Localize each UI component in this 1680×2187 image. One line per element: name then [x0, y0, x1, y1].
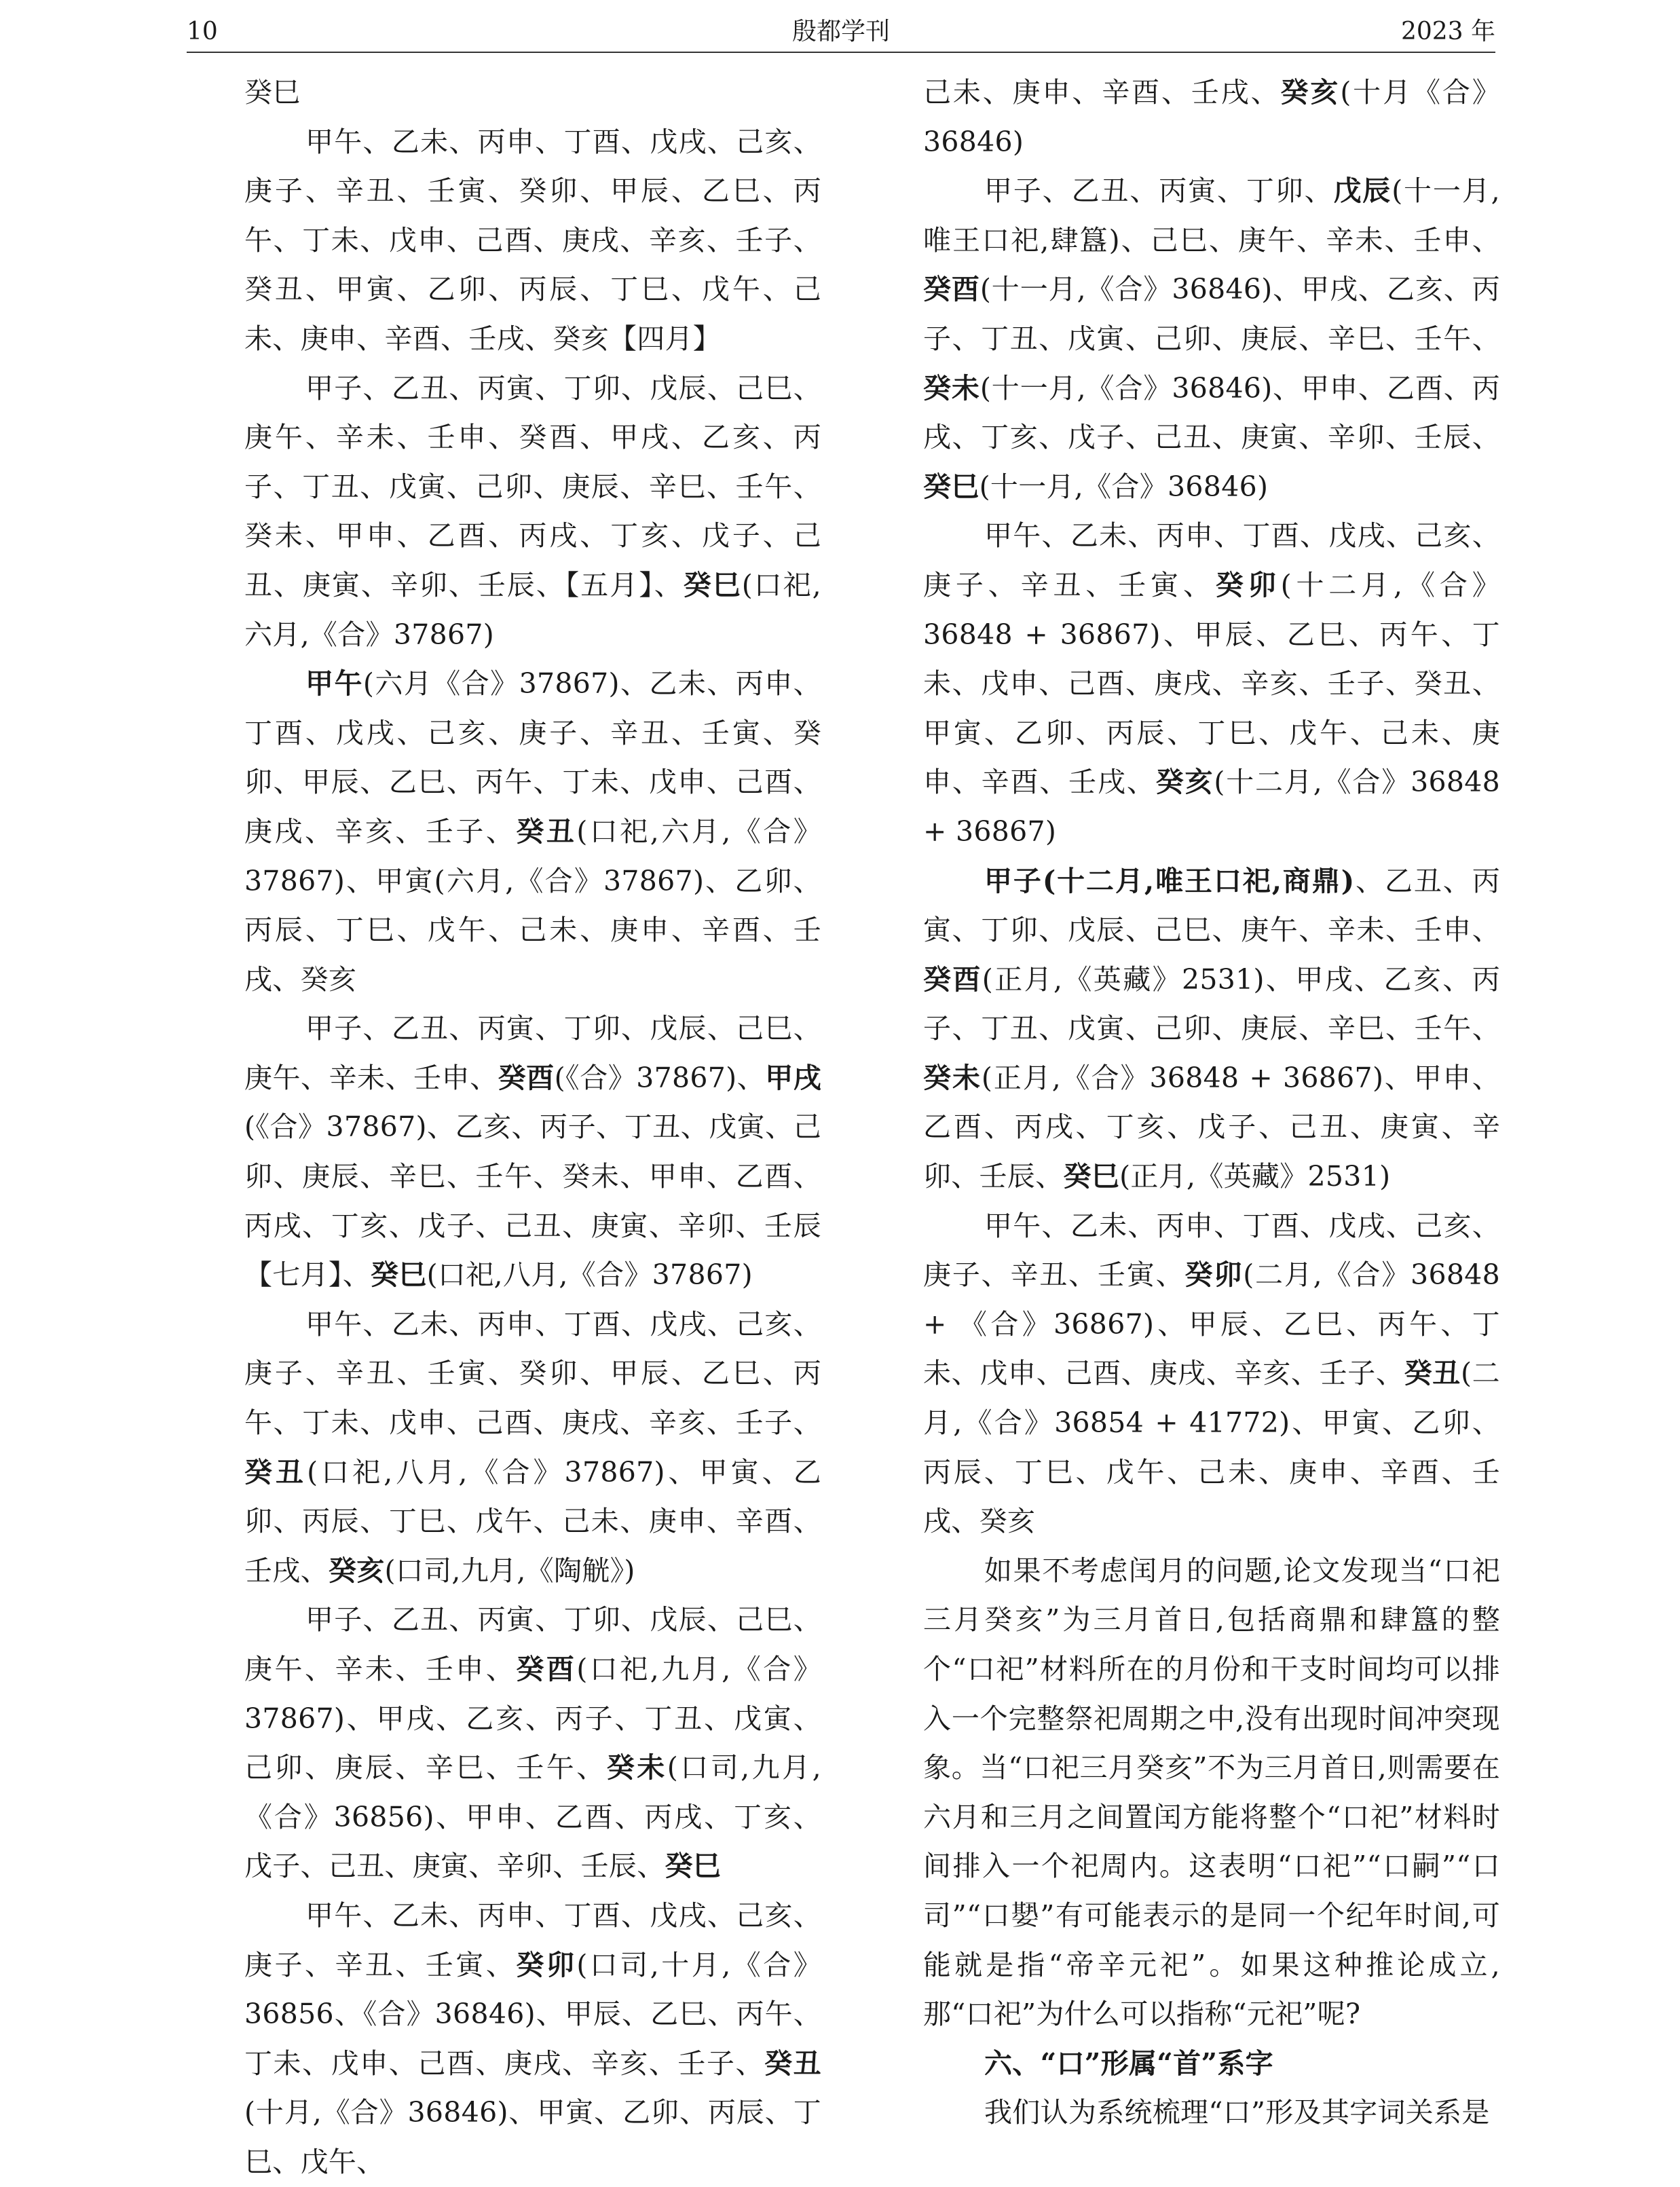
- text-run: (《合》37867)、: [554, 1061, 766, 1094]
- text-run: 癸巳: [244, 76, 301, 109]
- paragraph: [244, 1595, 821, 1891]
- text-run: (十一月,《合》36846)、甲申、乙酉、丙戌、丁亥、戊子、己丑、庚寅、辛卯、壬辰、: [923, 371, 1500, 454]
- bold-text-run: 癸巳: [1063, 1160, 1120, 1193]
- paragraph: [244, 68, 821, 117]
- text-run: (十二月,《合》36848 + 36867)、甲辰、乙巳、丙午、丁未、戊申、己酉、庚戌、辛亥、壬子、癸丑、甲寅、乙卯、丙辰、丁巳、戊午、己未、庚申、辛酉、壬戌、: [923, 568, 1500, 799]
- bold-text-run: 癸未: [923, 371, 980, 405]
- running-header: [187, 12, 1495, 53]
- text-run: (口祀,八月,《合》37867)、甲寅、乙卯、丙辰、丁巳、戊午、己未、庚申、辛酉、壬戌、: [244, 1455, 821, 1587]
- bold-text-run: 癸未: [606, 1751, 667, 1784]
- paragraph: [923, 2088, 1500, 2137]
- page-number: 10: [187, 18, 218, 45]
- text-run: 甲子、乙丑、丙寅、丁卯、戊辰、己巳、庚午、辛未、壬申、癸酉、甲戌、乙亥、丙子、丁丑、戊寅、己卯、庚辰、辛巳、壬午、癸未、甲申、乙酉、丙戌、丁亥、戊子、己丑、庚寅、辛卯、壬辰、【五月】、: [244, 371, 821, 601]
- bold-text-run: 癸亥: [328, 1554, 385, 1587]
- bold-text-run: 癸亥: [1155, 766, 1214, 799]
- text-run: 甲午、乙未、丙申、丁酉、戊戌、己亥、庚子、辛丑、壬寅、: [244, 1899, 821, 1981]
- paragraph: [923, 1546, 1500, 2039]
- text-run: 甲子、乙丑、丙寅、丁卯、戊辰、己巳、庚午、辛未、壬申、: [244, 1603, 821, 1685]
- paragraph: [923, 1201, 1500, 1546]
- paragraph: [244, 1891, 821, 2187]
- text-run: 甲午、乙未、丙申、丁酉、戊戌、己亥、庚子、辛丑、壬寅、癸卯、甲辰、乙巳、丙午、丁未、戊申、己酉、庚戌、辛亥、壬子、: [244, 1307, 821, 1440]
- paragraph: [244, 1300, 821, 1596]
- text-run: (口祀,六月,《合》37867): [244, 568, 821, 651]
- left-column: [244, 68, 822, 2178]
- bold-text-run: 甲子: [984, 864, 1043, 897]
- text-run: (十月《合》36846): [923, 76, 1500, 158]
- text-run: (《合》37867)、乙亥、丙子、丁丑、戊寅、己卯、庚辰、辛巳、壬午、癸未、甲申、乙酉、丙戌、丁亥、戊子、己丑、庚寅、辛卯、壬辰【七月】、: [244, 1110, 821, 1292]
- bold-text-run: 癸巳: [683, 568, 742, 601]
- text-run: (正月,《英藏》2531): [1119, 1160, 1391, 1193]
- journal-title: 殷都学刊: [791, 18, 890, 45]
- text-run: 、乙丑、丙寅、丁卯、戊辰、己巳、庚午、辛未、壬申、: [923, 864, 1501, 947]
- paragraph: [923, 68, 1500, 166]
- text-run: 甲午、乙未、丙申、丁酉、戊戌、己亥、庚子、辛丑、壬寅、: [923, 1209, 1500, 1292]
- bold-text-run: 癸酉: [498, 1061, 555, 1094]
- bold-text-run: 癸卯: [1215, 568, 1281, 601]
- text-run: (十二月,《合》36848 + 36867): [923, 766, 1500, 848]
- text-run: (六月《合》37867)、乙未、丙申、丁酉、戊戌、己亥、庚子、辛丑、壬寅、癸卯、甲辰、乙巳、丙午、丁未、戊申、己酉、庚戌、辛亥、壬子、: [244, 667, 821, 848]
- bold-text-run: 癸巳: [371, 1258, 427, 1292]
- text-run: (十月,《合》36846)、甲寅、乙卯、丙辰、丁巳、戊午、: [244, 2096, 821, 2178]
- text-run: (二月,《合》36848 + 《合》36867)、甲辰、乙巳、丙午、丁未、戊申、己酉、庚戌、辛亥、壬子、: [923, 1258, 1500, 1390]
- bold-text-run: 癸丑: [764, 2046, 821, 2080]
- bold-text-run: 癸卯: [1184, 1258, 1244, 1292]
- bold-text-run: 癸酉: [923, 273, 980, 306]
- paragraph: [923, 166, 1500, 511]
- text-run: (口祀,六月,《合》37867)、甲寅(六月,《合》37867)、乙卯、丙辰、丁巳、戊午、己未、庚申、辛酉、壬戌、癸亥: [244, 815, 822, 996]
- text-run: (口司,九月,《合》36856)、甲申、乙酉、丙戌、丁亥、戊子、己丑、庚寅、辛卯、壬辰、: [244, 1751, 821, 1883]
- text-run: (口祀,九月,《合》37867)、甲戌、乙亥、丙子、丁丑、戊寅、己卯、庚辰、辛巳、壬午、: [244, 1653, 822, 1784]
- bold-text-run: 癸卯: [516, 1948, 577, 1981]
- text-run: 己未、庚申、辛酉、壬戌、: [923, 76, 1281, 109]
- text-run: 甲午、乙未、丙申、丁酉、戊戌、己亥、庚子、辛丑、壬寅、: [923, 519, 1500, 601]
- bold-text-run: 癸丑: [516, 815, 577, 848]
- bold-text-run: 癸巳: [923, 470, 979, 503]
- right-column: [923, 68, 1501, 2129]
- bold-text-run: 癸丑: [1404, 1357, 1461, 1390]
- text-run: (十一月,《合》36846)、甲戌、乙亥、丙子、丁丑、戊寅、己卯、庚辰、辛巳、壬午、: [923, 273, 1500, 355]
- bold-text-run: 戊辰: [1333, 174, 1392, 208]
- text-run: (十一月,唯王口祀,肆簋)、己巳、庚午、辛未、壬申、: [923, 174, 1500, 257]
- bold-text-run: 癸酉: [516, 1653, 577, 1685]
- text-run: 如果不考虑闰月的问题,论文发现当“口祀三月癸亥”为三月首日,包括商鼎和肆簋的整个“口祀”材料所在的月份和干支时间均可以排入一个完整祭祀周期之中,没有出现时间冲突现象。当“口祀三月癸亥”不为三月首日,则需要在六月和三月之间置闰方能将整个“口祀”材料时间排入一个祀周内。这表明“口祀”“口嗣”“口司”“口𡢁”有可能表示的是同一个纪年时间,可能就是指“帝辛元祀”。如果这种推论成立,那“口祀”为什么可以指称“元祀”呢?: [923, 1554, 1500, 2031]
- bold-text-run: 癸丑: [244, 1455, 307, 1489]
- bold-text-run: (十二月,唯王口祀,商鼎): [1042, 864, 1355, 897]
- paragraph: [244, 117, 821, 364]
- bold-text-run: 癸巳: [665, 1850, 722, 1883]
- paragraph: [244, 1004, 821, 1300]
- text-run: 我们认为系统梳理“口”形及其字词关系是: [984, 2096, 1490, 2129]
- paragraph: [923, 857, 1500, 1201]
- bold-text-run: 癸酉: [923, 962, 982, 996]
- bold-text-run: 甲戌: [765, 1061, 822, 1094]
- bold-text-run: 癸未: [923, 1061, 982, 1094]
- text-run: 甲子、乙丑、丙寅、丁卯、戊辰、己巳、庚午、辛未、壬申、: [244, 1012, 821, 1094]
- text-run: (口祀,八月,《合》37867): [426, 1258, 753, 1292]
- bold-text-run: 癸亥: [1280, 76, 1341, 109]
- text-run: (正月,《合》36848 + 36867)、甲申、乙酉、丙戌、丁亥、戊子、己丑、庚寅、辛卯、壬辰、: [923, 1061, 1501, 1193]
- text-run: (口司,九月,《陶觥》): [384, 1554, 635, 1587]
- bold-text-run: 甲午: [305, 667, 363, 700]
- paragraph: [244, 659, 821, 1004]
- text-run: 甲子、乙丑、丙寅、丁卯、: [984, 174, 1334, 208]
- section-heading: [923, 2039, 1500, 2089]
- bold-text-run: 六、“口”形属“首”系字: [984, 2046, 1273, 2080]
- text-run: 甲午、乙未、丙申、丁酉、戊戌、己亥、庚子、辛丑、壬寅、癸卯、甲辰、乙巳、丙午、丁未、戊申、己酉、庚戌、辛亥、壬子、癸丑、甲寅、乙卯、丙辰、丁巳、戊午、己未、庚申、辛酉、壬戌、癸亥【四月】: [244, 125, 821, 355]
- publication-year: 2023 年: [1400, 18, 1495, 45]
- text-run: (正月,《英藏》2531)、甲戌、乙亥、丙子、丁丑、戊寅、己卯、庚辰、辛巳、壬午、: [923, 962, 1500, 1045]
- text-run: (口司,十月,《合》36856、《合》36846)、甲辰、乙巳、丙午、丁未、戊申、己酉、庚戌、辛亥、壬子、: [244, 1948, 822, 2080]
- paragraph: [923, 511, 1500, 856]
- text-run: (二月,《合》36854 + 41772)、甲寅、乙卯、丙辰、丁巳、戊午、己未、庚申、辛酉、壬戌、癸亥: [923, 1357, 1500, 1538]
- paragraph: [244, 364, 821, 660]
- text-run: (十一月,《合》36846): [979, 470, 1269, 503]
